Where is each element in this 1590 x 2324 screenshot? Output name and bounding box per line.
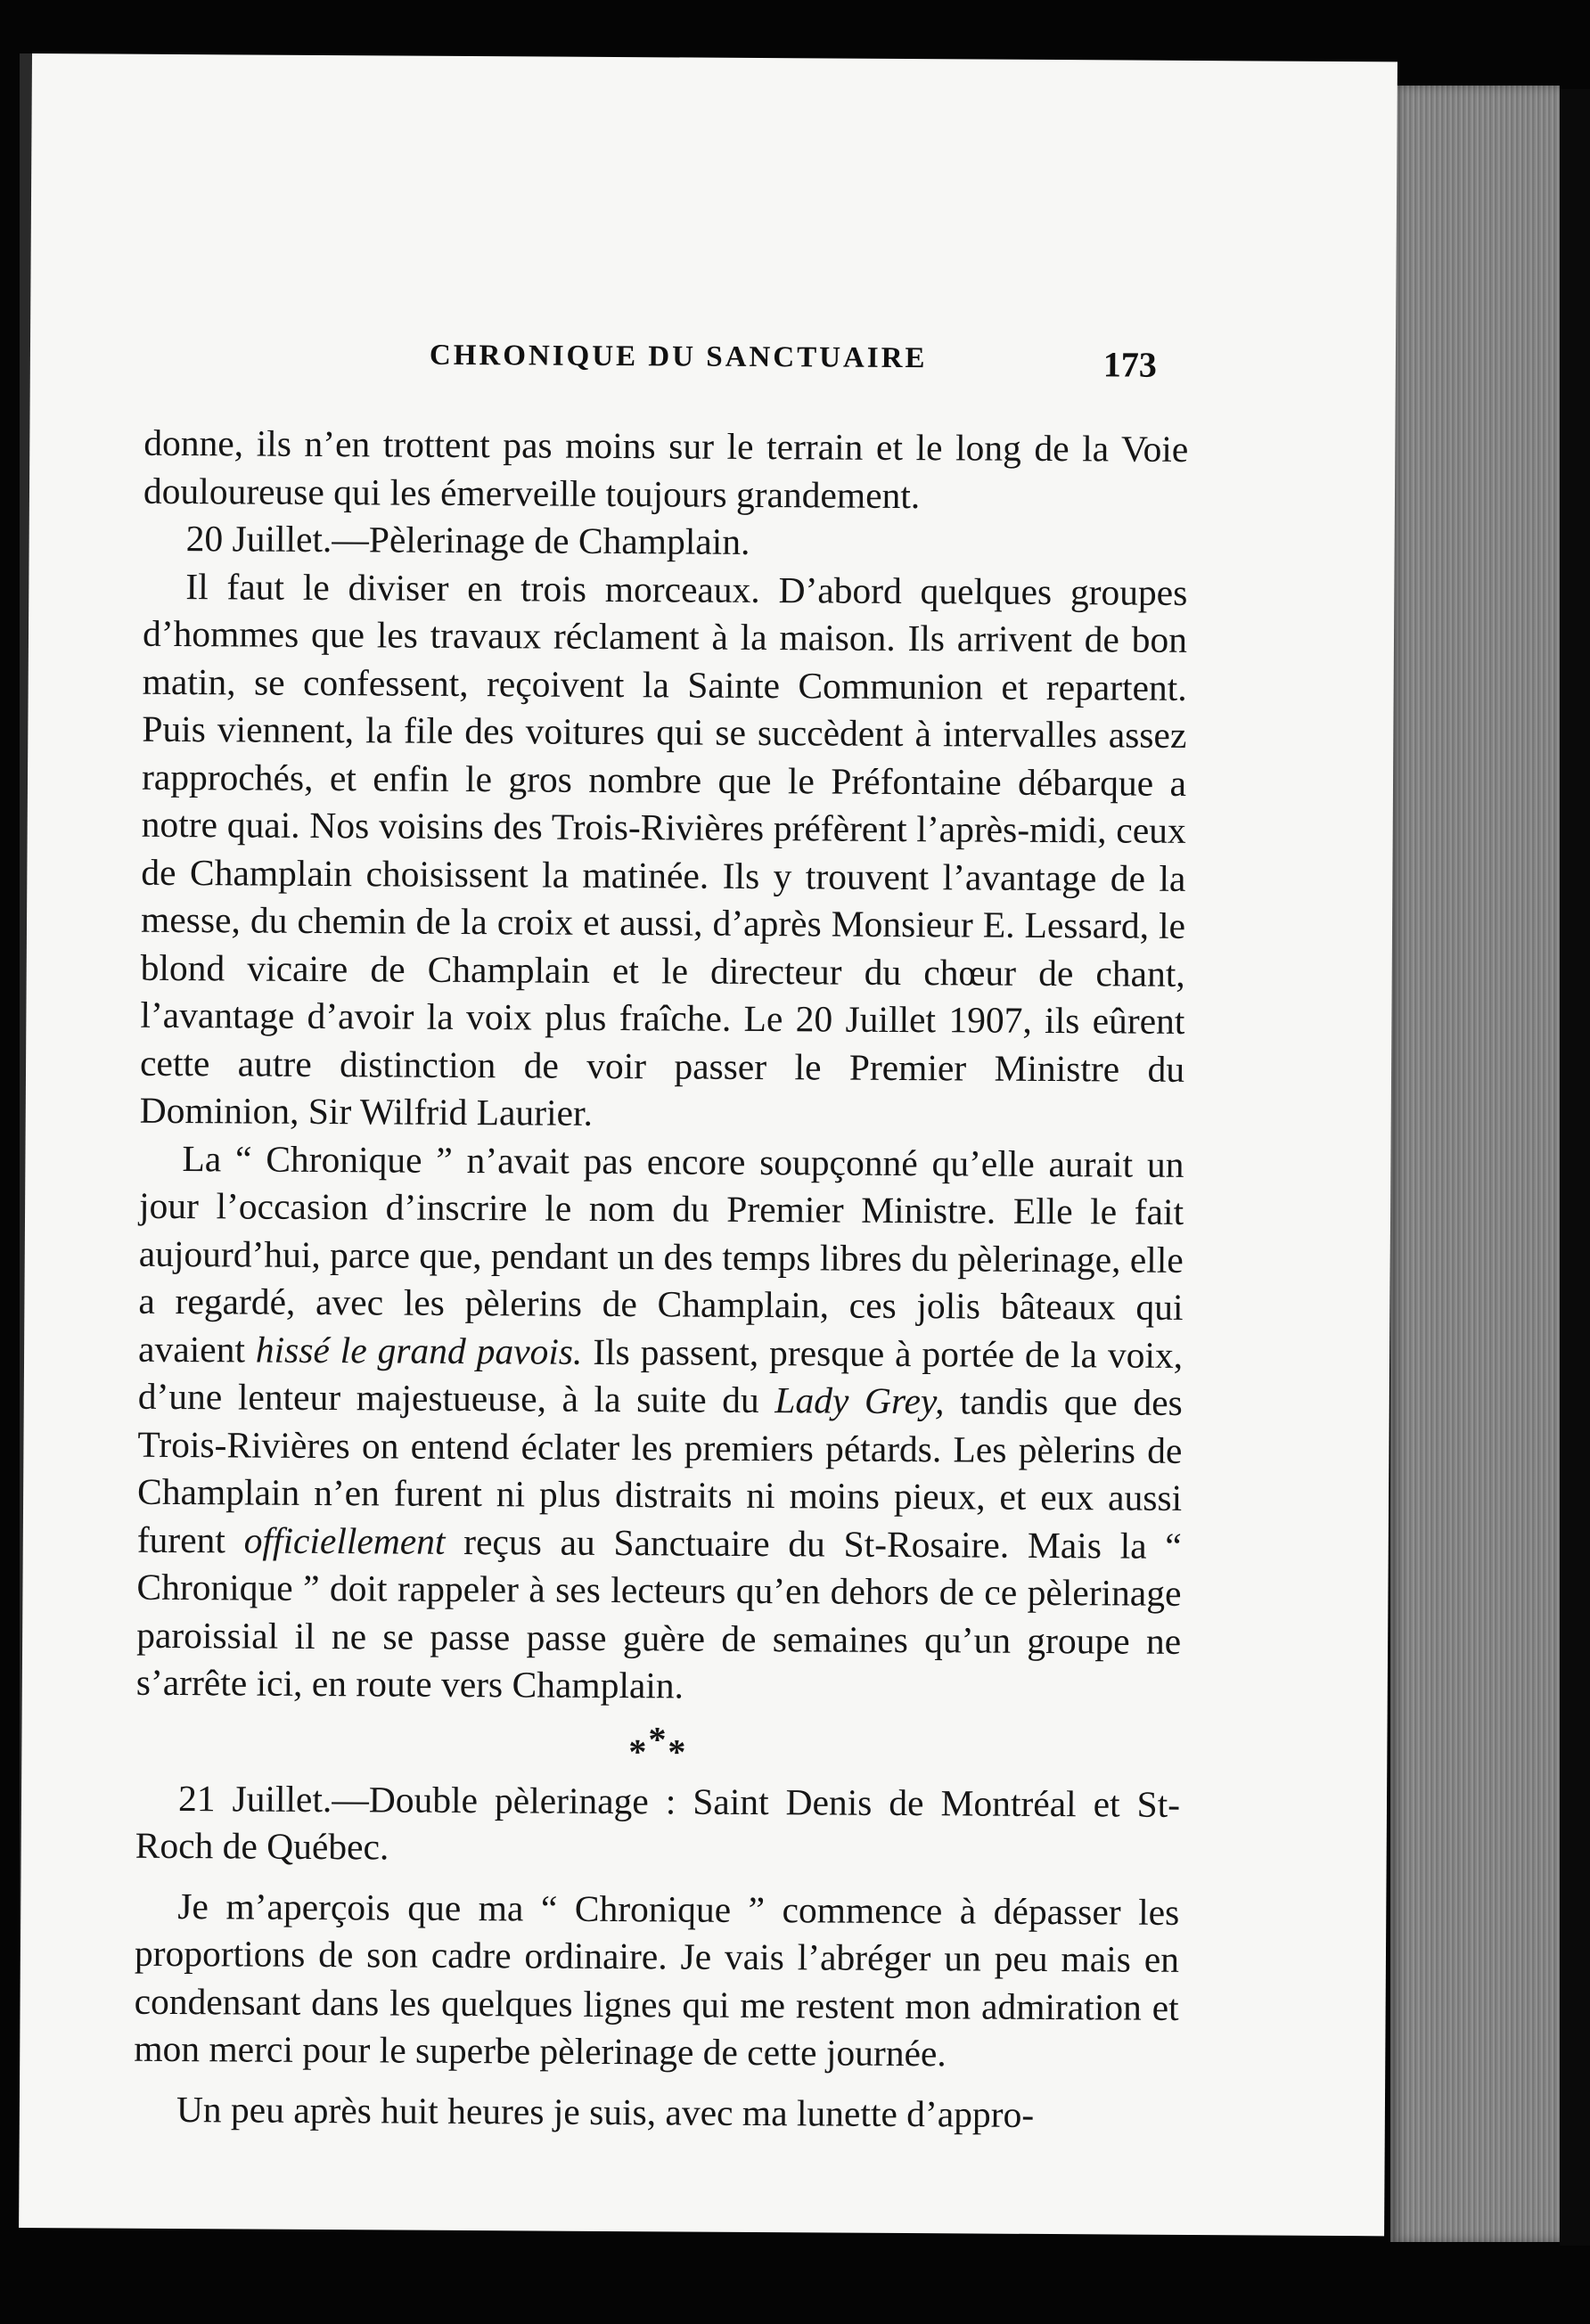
italic-ship-name: Lady Grey, (775, 1379, 945, 1422)
asterism-star: * (668, 1731, 688, 1772)
text-run: La “ Chronique ” n’avait pas encore soupçonné qu’elle aurait un jour l’occasion d’inscrire le nom du Premier Ministre. Elle le fait aujourd’hui, parce que, pendant un des temps libres du pèlerinage, elle a regardé, avec les pèlerins de Champlain, ces jolis bâteaux qui avaient (137, 1137, 1184, 1371)
page-body (134, 420, 1189, 2140)
italic-phrase: hissé le grand pavois. (255, 1329, 583, 1372)
paragraph-chronique-length: Je m’aperçois que ma “ Chronique ” commence à dépasser les proportions de son cadre ordinaire. Je vais l’abréger un peu mais en condensant dans les quelques lignes qui me restent mon admiration et mon merci pour le superbe pèlerinage de cette journée. (134, 1885, 1180, 2074)
paragraph-continued: donne, ils n’en trottent pas moins sur le terrain et le long de la Voie douloureuse qui les émerveille toujours grandement. (143, 421, 1189, 516)
italic-word: officiellement (243, 1518, 446, 1562)
page-number: 173 (1102, 344, 1158, 385)
text-run: reçus au Sanctuaire du St-Rosaire. Mais la “ Chronique ” doit rappeler à ses lecteurs qu’en dehors de ce pèlerinage paroissial il ne se passe passe guère de semaines qu’un groupe ne s’arrête ici, en route vers Champlain. (135, 1520, 1182, 1706)
page-fore-edge (1390, 86, 1560, 2242)
paragraph-champlain-pilgrimage: Il faut le diviser en trois morceaux. D’abord quelques groupes d’hommes que les travaux réclament à la maison. Ils arrivent de bon matin, se confessent, reçoivent la Sainte Communion et repartent. Puis viennent, la file des voitures qui se succèdent à intervalles assez rapprochés, et enfin le gros nombre que le Préfontaine débarque a notre quai. Nos voisins des Trois-Rivières préfèrent l’après-midi, ceux de Champlain choisissent la matinée. Ils y trouvent l’avantage de la messe, du chemin de la croix et aussi, d’après Monsieur E. Lessard, le blond vicaire de Champlain et le directeur du chœur de chant, l’avantage d’avoir la voix plus fraîche. Le 20 Juillet 1907, ils eûrent cette autre distinction de voir passer le Premier Ministre du Dominion, Sir Wilfrid Laurier. (139, 565, 1188, 1133)
text-run: tandis que des Trois-Rivières on entend éclater les premiers pétards. Les pèlerins de Champlain n’en furent ni plus distraits ni moins pieux, et eux aussi furent (136, 1380, 1183, 1560)
section-asterism (135, 1718, 1180, 1777)
page-header (30, 337, 1396, 398)
paragraph-final-line: Un peu après huit heures je suis, avec ma lunette d’appro- (176, 2088, 1035, 2135)
asterism-star: * (648, 1718, 668, 1759)
entry-heading-july-21: 21 Juillet.—Double pèlerinage : Saint Denis de Montréal et St-Roch de Québec. (135, 1777, 1181, 1868)
paragraph-chronique-prime-minister (136, 1134, 1184, 1713)
asterism-star: * (628, 1731, 649, 1772)
text-run: Ils passent, presque à portée de la voix, d’une lenteur majestueuse, à la suite du (137, 1330, 1184, 1421)
book-page (19, 53, 1397, 2236)
scan-background (1560, 89, 1590, 2246)
running-title: CHRONIQUE DU SANCTUAIRE (429, 339, 928, 375)
entry-heading-july-20: 20 Juillet.—Pèlerinage de Champlain. (185, 518, 750, 562)
